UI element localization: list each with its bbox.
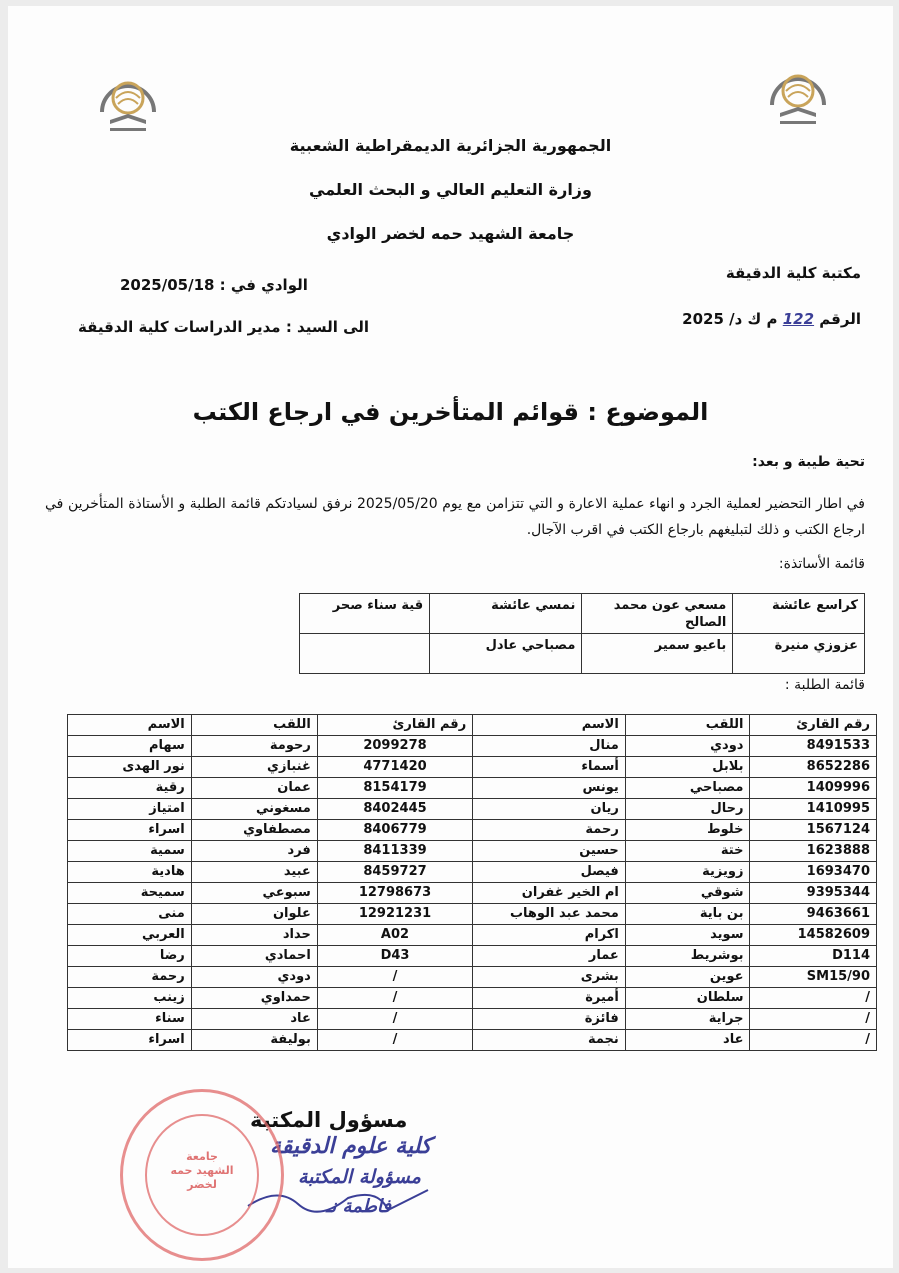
signature-title: مسؤول المكتبة <box>250 1108 408 1132</box>
firstname-cell: سميحة <box>68 883 192 904</box>
surname-cell: بن باية <box>625 904 750 925</box>
surname-cell: مصطفاوي <box>191 820 317 841</box>
table-row <box>68 736 877 757</box>
reader-number-cell: / <box>317 967 472 988</box>
firstname-cell: منى <box>68 904 192 925</box>
surname-cell: حداد <box>191 925 317 946</box>
surname-cell: زويزية <box>625 862 750 883</box>
reader-number-cell: 12921231 <box>317 904 472 925</box>
reference-number: 122 <box>782 310 815 328</box>
professor-cell: مصباحي عادل <box>430 634 582 674</box>
table-row <box>68 799 877 820</box>
header-firstname: الاسم <box>68 715 192 736</box>
header-surname: اللقب <box>625 715 750 736</box>
surname-cell: دودي <box>625 736 750 757</box>
letter-page <box>8 6 893 1268</box>
professor-cell: قية سناء صحر <box>300 594 430 634</box>
table-row <box>68 883 877 904</box>
professor-cell <box>300 634 430 674</box>
reference-label: الرقم <box>819 310 861 328</box>
table-row <box>68 946 877 967</box>
reader-number-cell: 8459727 <box>317 862 472 883</box>
table-row <box>68 820 877 841</box>
professor-cell: باعيو سمير <box>582 634 733 674</box>
reader-number-cell: 8406779 <box>317 820 472 841</box>
reader-number-cell: 9463661 <box>750 904 877 925</box>
students-table <box>67 714 877 1051</box>
surname-cell: بوشريط <box>625 946 750 967</box>
reader-number-cell: 1693470 <box>750 862 877 883</box>
firstname-cell: العربي <box>68 925 192 946</box>
firstname-cell: أميرة <box>473 988 626 1009</box>
reference-line <box>682 310 861 328</box>
surname-cell: عاد <box>625 1030 750 1051</box>
firstname-cell: محمد عبد الوهاب <box>473 904 626 925</box>
university-logo-left <box>96 68 160 136</box>
surname-cell: رحومة <box>191 736 317 757</box>
reader-number-cell: 8402445 <box>317 799 472 820</box>
surname-cell: فرد <box>191 841 317 862</box>
firstname-cell: رقية <box>68 778 192 799</box>
reader-number-cell: / <box>317 988 472 1009</box>
reader-number-cell: 4771420 <box>317 757 472 778</box>
sender-library: مكتبة كلية الدقيقة <box>725 264 861 282</box>
reader-number-cell: 9395344 <box>750 883 877 904</box>
reader-number-cell: 1567124 <box>750 820 877 841</box>
reader-number-cell: A02 <box>317 925 472 946</box>
body-paragraph: في اطار التحضير لعملية الجرد و انهاء عملية الاعارة و التي تتزامن مع يوم 2025/05/20 نرفق لسيادتكم قائمة الطلبة و الأستاذة المتأخرين في ارجاع الكتب و ذلك لتبليغهم بارجاع الكتب في اقرب الآجال. <box>45 496 865 538</box>
table-row <box>68 841 877 862</box>
table-row <box>68 757 877 778</box>
reader-number-cell: 12798673 <box>317 883 472 904</box>
reader-number-cell: 14582609 <box>750 925 877 946</box>
reader-number-cell: 8154179 <box>317 778 472 799</box>
header-surname: اللقب <box>191 715 317 736</box>
professors-row <box>300 594 865 634</box>
place-date: الوادي في : 2025/05/18 <box>120 276 308 294</box>
surname-cell: علوان <box>191 904 317 925</box>
table-row <box>68 862 877 883</box>
recipient: الى السيد : مدير الدراسات كلية الدقيقة <box>78 318 370 336</box>
firstname-cell: امتياز <box>68 799 192 820</box>
firstname-cell: اسراء <box>68 1030 192 1051</box>
firstname-cell: يونس <box>473 778 626 799</box>
reader-number-cell: 1409996 <box>750 778 877 799</box>
surname-cell: سلطان <box>625 988 750 1009</box>
surname-cell: عبيد <box>191 862 317 883</box>
professor-cell: نمسي عائشة <box>430 594 582 634</box>
surname-cell: بلابل <box>625 757 750 778</box>
surname-cell: خلوط <box>625 820 750 841</box>
header-reader-number: رقم القارئ <box>317 715 472 736</box>
students-title: قائمة الطلبة : <box>784 677 865 693</box>
reader-number-cell: / <box>750 988 877 1009</box>
surname-cell: مسغوني <box>191 799 317 820</box>
surname-cell: ختة <box>625 841 750 862</box>
reader-number-cell: 8491533 <box>750 736 877 757</box>
firstname-cell: فائزة <box>473 1009 626 1030</box>
reader-number-cell: / <box>750 1030 877 1051</box>
surname-cell: حمداوي <box>191 988 317 1009</box>
table-row <box>68 904 877 925</box>
reference-suffix: م ك د/ 2025 <box>682 310 778 328</box>
signature-hand-line1: كلية علوم الدقيقة <box>270 1134 432 1159</box>
firstname-cell: حسين <box>473 841 626 862</box>
table-row <box>68 778 877 799</box>
reader-number-cell: / <box>317 1030 472 1051</box>
firstname-cell: ام الخير غفران <box>473 883 626 904</box>
firstname-cell: نور الهدى <box>68 757 192 778</box>
header-university: جامعة الشهيد حمه لخضر الوادي <box>326 224 575 243</box>
reader-number-cell: / <box>317 1009 472 1030</box>
signature-hand-line2: مسؤولة المكتبة <box>298 1166 421 1188</box>
firstname-cell: أسماء <box>473 757 626 778</box>
header-reader-number: رقم القارئ <box>750 715 877 736</box>
firstname-cell: فيصل <box>473 862 626 883</box>
table-row <box>68 1030 877 1051</box>
signature-hand-line3: فاطمة نـ <box>326 1196 392 1217</box>
firstname-cell: سهام <box>68 736 192 757</box>
firstname-cell: رحمة <box>473 820 626 841</box>
surname-cell: جراية <box>625 1009 750 1030</box>
reader-number-cell: / <box>750 1009 877 1030</box>
reader-number-cell: 1410995 <box>750 799 877 820</box>
reader-number-cell: D114 <box>750 946 877 967</box>
firstname-cell: رحمة <box>68 967 192 988</box>
firstname-cell: بشرى <box>473 967 626 988</box>
surname-cell: عاد <box>191 1009 317 1030</box>
firstname-cell: زينب <box>68 988 192 1009</box>
table-row <box>68 988 877 1009</box>
surname-cell: بوليفة <box>191 1030 317 1051</box>
firstname-cell: عمار <box>473 946 626 967</box>
reader-number-cell: D43 <box>317 946 472 967</box>
firstname-cell: ريان <box>473 799 626 820</box>
surname-cell: عمان <box>191 778 317 799</box>
surname-cell: مصباحي <box>625 778 750 799</box>
firstname-cell: رضا <box>68 946 192 967</box>
header-ministry: وزارة التعليم العالي و البحث العلمي <box>309 180 592 199</box>
professor-cell: كراسع عائشة <box>733 594 865 634</box>
firstname-cell: منال <box>473 736 626 757</box>
table-row <box>68 925 877 946</box>
professor-cell: عزوزي منيرة <box>733 634 865 674</box>
professors-table <box>299 593 865 674</box>
greeting: تحية طيبة و بعد: <box>752 454 865 470</box>
university-logo-right <box>766 61 830 129</box>
surname-cell: سويد <box>625 925 750 946</box>
students-body <box>68 736 877 1051</box>
surname-cell: عوين <box>625 967 750 988</box>
firstname-cell: سناء <box>68 1009 192 1030</box>
firstname-cell: اكرام <box>473 925 626 946</box>
reader-number-cell: 2099278 <box>317 736 472 757</box>
reader-number-cell: 8411339 <box>317 841 472 862</box>
surname-cell: سبوعي <box>191 883 317 904</box>
professors-row <box>300 634 865 674</box>
professor-cell: مسعي عون محمد الصالح <box>582 594 733 634</box>
reader-number-cell: SM15/90 <box>750 967 877 988</box>
firstname-cell: هادية <box>68 862 192 883</box>
header-firstname: الاسم <box>473 715 626 736</box>
surname-cell: دودي <box>191 967 317 988</box>
professors-title: قائمة الأساتذة: <box>778 556 865 572</box>
firstname-cell: نجمة <box>473 1030 626 1051</box>
subject-line: الموضوع : قوائم المتأخرين في ارجاع الكتب <box>192 398 709 426</box>
surname-cell: رحال <box>625 799 750 820</box>
header-republic: الجمهورية الجزائرية الديمقراطية الشعبية <box>289 136 612 155</box>
table-row <box>68 967 877 988</box>
stamp-text: جامعة الشهيد حمه لخضر <box>170 1150 234 1191</box>
reader-number-cell: 8652286 <box>750 757 877 778</box>
reader-number-cell: 1623888 <box>750 841 877 862</box>
table-row <box>68 1009 877 1030</box>
surname-cell: شوقي <box>625 883 750 904</box>
students-header-row <box>68 715 877 736</box>
firstname-cell: سمية <box>68 841 192 862</box>
surname-cell: غنبازي <box>191 757 317 778</box>
official-stamp <box>120 1089 284 1261</box>
surname-cell: احمادي <box>191 946 317 967</box>
firstname-cell: اسراء <box>68 820 192 841</box>
